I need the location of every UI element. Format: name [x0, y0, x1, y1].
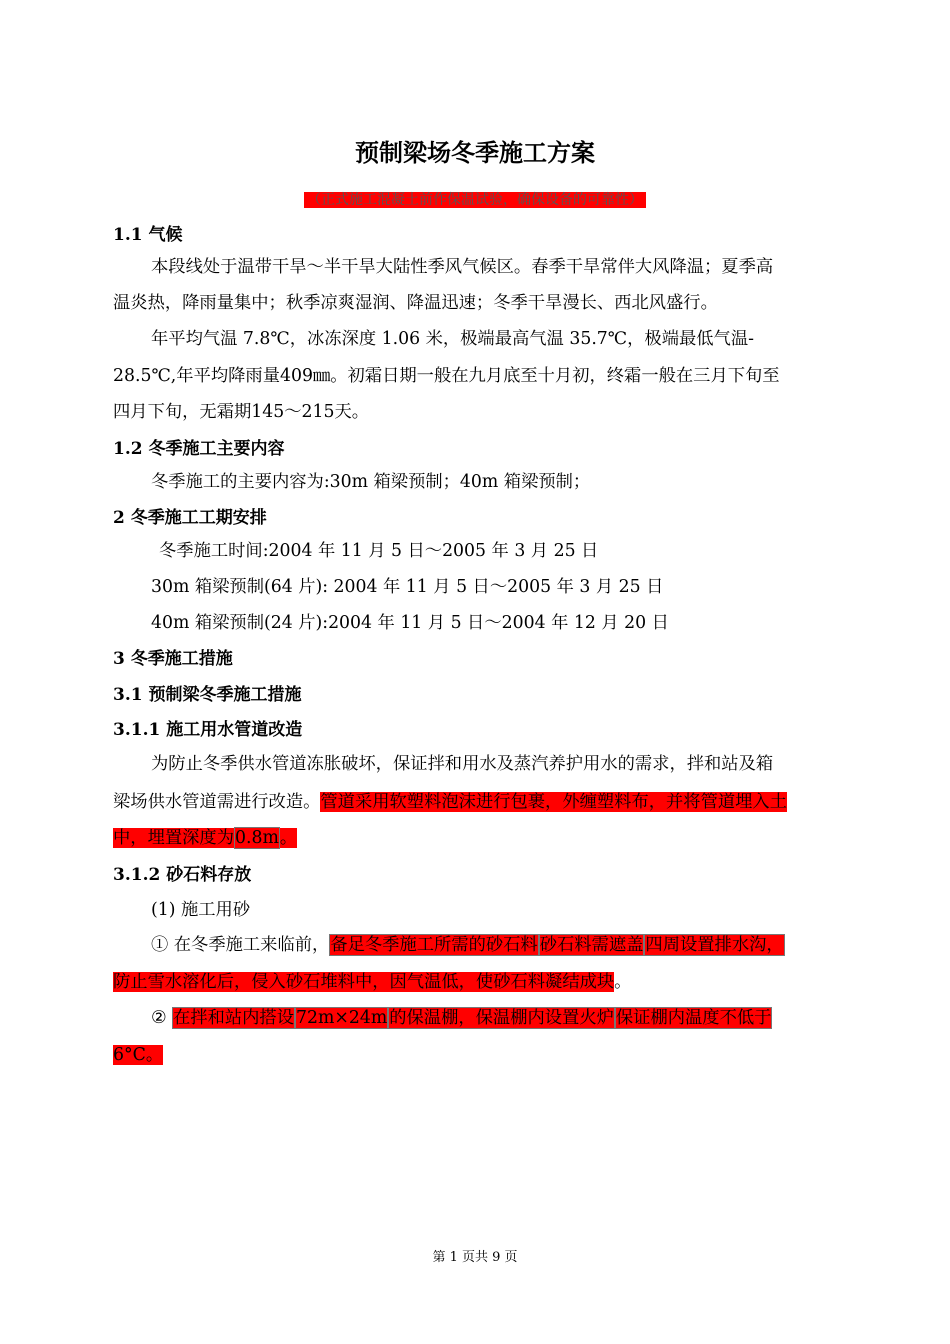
item-1-lead: ① 在冬季施工来临前，	[151, 935, 330, 955]
item-2-end: 。	[145, 1045, 164, 1065]
pipe-depth-end: 。	[279, 828, 298, 848]
paragraph-temperature-line-1: 年平均气温 7.8℃，冰冻深度 1.06 米，极端最高气温 35.7℃，极端最低气温-	[151, 329, 754, 349]
item-2-highlight-b: 的保温棚，保温棚内设置火炉	[389, 1008, 614, 1028]
paragraph-temperature-line-2: 28.5℃,年平均降雨量409㎜。初霜日期一般在九月底至十月初，终霜一般在三月下旬至	[113, 366, 780, 386]
schedule-line-3: 40m 箱梁预制(24 片):2004 年 11 月 5 日～2004 年 12 月 20 日	[151, 613, 669, 633]
item-2-size: 72m×24m	[295, 1008, 388, 1028]
paragraph-temperature-line-3: 四月下旬，无霜期145～215天。	[113, 402, 370, 422]
paragraph-climate-line-1: 本段线处于温带干旱～半干旱大陆性季风气候区。春季干旱常伴大风降温；夏季高	[151, 257, 774, 277]
sand-item-2-line-2	[113, 1037, 839, 1073]
item-1-highlight-c: 四周设置排水沟，	[645, 935, 784, 955]
pipe-depth-value: 0.8m	[234, 828, 279, 848]
schedule-line-1: 冬季施工时间:2004 年 11 月 5 日～2005 年 3 月 25 日	[159, 541, 599, 561]
highlight-note	[0, 189, 950, 209]
item-1-highlight-b: 砂石料需遮盖	[539, 935, 644, 955]
sand-item-2-line-1	[151, 1000, 841, 1036]
heading-1-2: 1.2 冬季施工主要内容	[113, 439, 285, 459]
document-title: 预制梁场冬季施工方案	[355, 138, 595, 167]
item-1-highlight-d: 防止雪水溶化后，侵入砂石堆料中，因气温低，使砂石料凝结成块	[113, 972, 615, 992]
pipe-text-plain: 梁场供水管道需进行改造。	[113, 792, 321, 812]
item-2-highlight-a: 在拌和站内搭设	[173, 1008, 294, 1028]
heading-3: 3 冬季施工措施	[113, 649, 233, 669]
item-1-highlight-a: 备足冬季施工所需的砂石料	[330, 935, 538, 955]
pipe-paragraph-line-3	[113, 820, 839, 856]
pipe-text-highlight: 管道采用软塑料泡沫进行包裹，外缠塑料布，并将管道埋入土	[320, 792, 787, 812]
sand-item-1-line-1	[151, 927, 841, 963]
page-footer: 第 1 页共 9 页	[432, 1250, 518, 1265]
sand-item-1-line-2	[113, 964, 839, 1000]
schedule-line-2: 30m 箱梁预制(64 片): 2004 年 11 月 5 日～2005 年 3 月 25 日	[151, 577, 664, 597]
sand-subheading: (1) 施工用砂	[151, 900, 251, 920]
paragraph-main-content: 冬季施工的主要内容为:30m 箱梁预制；40m 箱梁预制；	[151, 472, 591, 492]
pipe-paragraph-line-1: 为防止冬季供水管道冻胀破坏，保证拌和用水及蒸汽养护用水的需求，拌和站及箱	[151, 754, 774, 774]
heading-1-1: 1.1 气候	[113, 225, 183, 245]
item-2-temperature: 6°C	[113, 1045, 146, 1065]
note-text: （正式施工混凝土前作保温试验，确保设备的可靠性）	[304, 192, 646, 208]
heading-2: 2 冬季施工工期安排	[113, 508, 267, 528]
pipe-paragraph-line-2	[113, 784, 839, 820]
heading-3-1-2: 3.1.2 砂石料存放	[113, 865, 252, 885]
heading-3-1: 3.1 预制梁冬季施工措施	[113, 685, 302, 705]
paragraph-climate-line-2: 温炎热，降雨量集中；秋季凉爽湿润、降温迅速；冬季干旱漫长、西北风盛行。	[113, 293, 718, 313]
item-2-highlight-c: 保证棚内温度不低于	[615, 1008, 772, 1028]
pipe-depth-highlight: 中，埋置深度为	[113, 828, 234, 848]
item-2-lead: ②	[151, 1008, 172, 1028]
heading-3-1-1: 3.1.1 施工用水管道改造	[113, 720, 303, 740]
item-1-end: 。	[614, 972, 632, 992]
